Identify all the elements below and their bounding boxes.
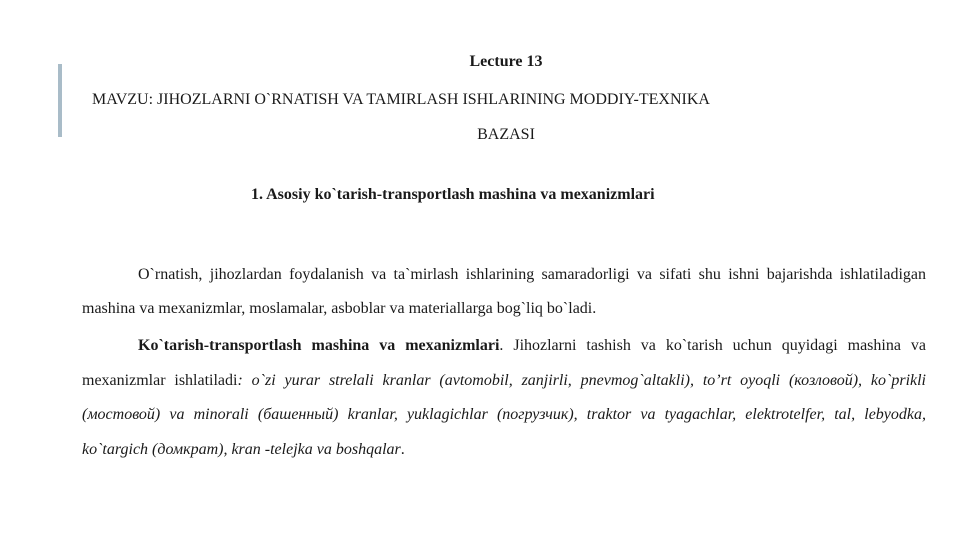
paragraph-equipment-text: . Jihozlarni tashish va ko`tarish uchun quyidagi mashina va mexanizmlar ishlatiladi [82, 337, 927, 389]
paragraph-intro: O`rnatish, jihozlardan foydalanish va ta`mirlash ishlarining samaradorligi va sifati shu ishni bajarishda ishlatiladigan mashina va mexanizmlar, moslamalar, asboblar va materiallarga bog`liq bo`ladi. [82, 266, 926, 317]
paragraph-equipment-heading: Ko`tarish-transportlash mashina va mexanizmlari [138, 337, 500, 354]
paragraph-equipment-list: : o`zi yurar strelali kranlar (avtomobil, zanjirli, pnevmog`altakli), to’rt oyoqli (козловой), ko`prikli (мостовой) va minorali (башенный) kranlar, yuklagichlar (погрузчик), traktor va tyagachlar, elektrotelfer, tal, lebyodka, ko`targich (домкрат), kran -telejka va boshqalar [82, 371, 927, 458]
lecture-number: Lecture 13 [469, 53, 543, 70]
page-title: MAVZU: JIHOZLARNI O`RNATISH VA TAMIRLASH ISHLARINING MODDIY-TEXNIKA [92, 91, 710, 108]
paragraph-equipment [82, 329, 926, 467]
page-title-continuation: BAZASI [477, 126, 535, 143]
paragraph-equipment-end: . [400, 440, 405, 458]
section-heading: 1. Asosiy ko`tarish-transportlash mashina va mexanizmlari [251, 186, 655, 203]
